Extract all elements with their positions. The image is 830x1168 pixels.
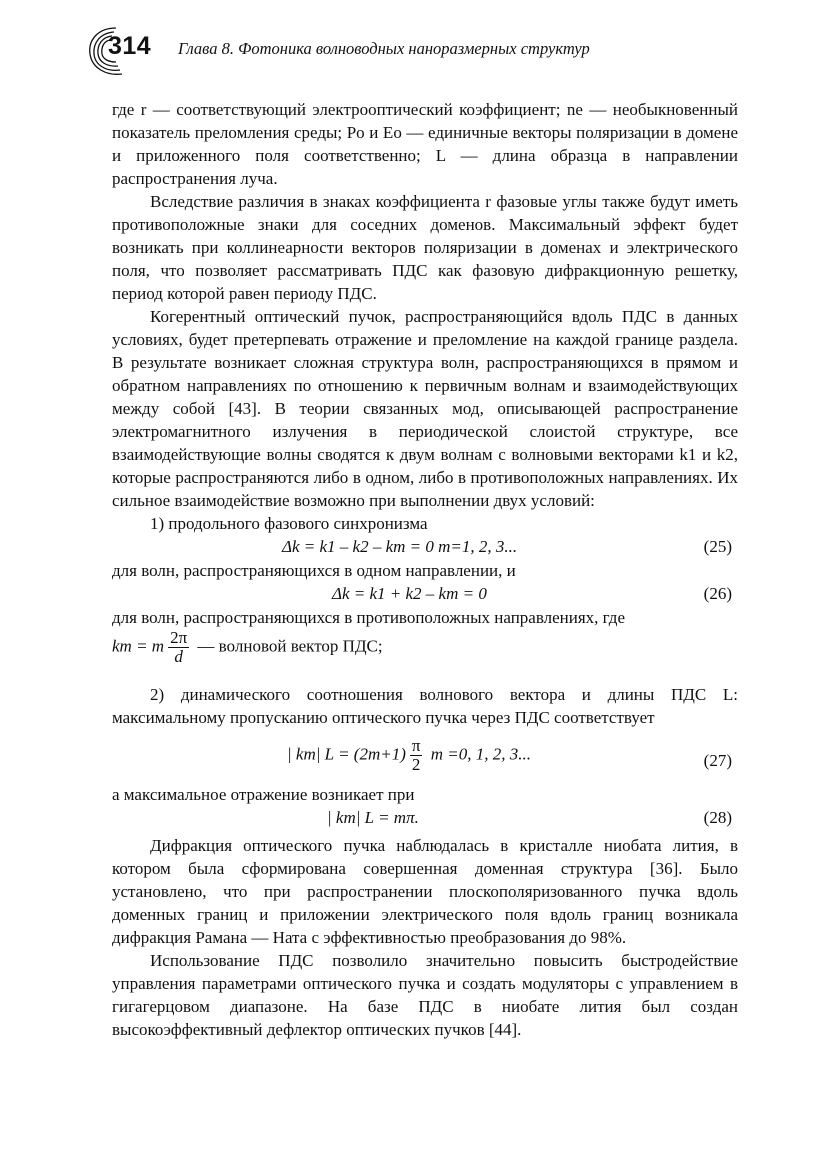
paragraph: для волн, распространяющихся в противоположных направлениях, где [112,608,626,627]
paragraph: Использование ПДС позволило значительно повысить быстродействие управления параметрами оптического пучка и создать модуляторы с управлением в гигагерцовом диапазоне. На базе ПДС в ниобате лития был создан высокоэффективный дефлектор оптических пучков [44]. [112,951,738,1039]
equation-28 [112,806,738,830]
equation-number: (25) [703,537,732,556]
fraction-numerator: π [411,736,421,755]
paragraph: где r — соответствующий электрооптический коэффициент; ne — необыкновенный показатель преломления среды; Po и Eo — единичные векторы поляризации в домене и приложенного поля соответственно; L — длина образца в направлении распространения луча. [112,100,738,188]
fraction [168,629,189,666]
equation-25 [112,535,738,559]
equation-number: (27) [703,751,732,770]
equation-text [287,737,531,774]
km-rhs: — волновой вектор ПДС; [197,636,383,656]
page-body [112,98,738,1041]
paragraph: для волн, распространяющихся в одном направлении, и [112,561,516,580]
paragraph: Вследствие различия в знаках коэффициента r фазовые углы также будут иметь противоположные знаки для соседних доменов. Максимальный эффект будет возникать при коллинеарности векторов поляризации в доменах и электрического поля, что позволяет рассматривать ПДС как фазовую дифракционную решетку, период которой равен периоду ПДС. [112,192,738,303]
wave-vector-definition [112,629,738,675]
km-lhs: km = m [112,636,165,656]
eq27-rhs: m =0, 1, 2, 3... [430,744,531,764]
eq27-lhs: | km| L = (2m+1) [287,744,406,764]
page-header [86,24,746,84]
paragraph: Дифракция оптического пучка наблюдалась в кристалле ниобата лития, в котором была сформирована совершенная доменная структура [36]. Было установлено, что при распространении плоскополяризованного пучка вдоль доменных границ и приложении электрического поля вдоль границ возникала дифракция Рамана — Ната с эффективностью преобразования до 98%. [112,836,738,947]
list-item: 2) динамического соотношения волнового вектора и длины ПДС L: максимальному пропусканию оптического пучка через ПДС соответствует [112,685,738,727]
paragraph: Когерентный оптический пучок, распространяющийся вдоль ПДС в данных условиях, будет претерпевать отражение и преломление на каждой границе раздела. В результате возникает сложная структура волн, распространяющихся в прямом и обратном направлениях по отношению к первичным волнам и взаимодействующих между собой [43]. В теории связанных мод, описывающей распространение электромагнитного излучения в периодической слоистой структуре, все взаимодействующие волны сводятся к двум волнам с волновыми векторами k1 и k2, которые распространяются либо в одном, либо в противоположных направлениях. Их сильное взаимодействие возможно при выполнении двух условий: [112,307,738,510]
page-number: 314 [108,32,152,60]
paragraph: а максимальное отражение возникает при [112,785,415,804]
fraction-denominator: 2 [411,755,421,774]
equation-number: (28) [703,808,732,827]
fraction-denominator: d [174,647,183,666]
equation-text: Δk = k1 + k2 – km = 0 [332,584,487,603]
equation-27 [112,735,738,783]
list-item: 1) продольного фазового синхронизма [150,514,428,533]
fraction-numerator: 2π [170,628,188,647]
equation-number: (26) [703,584,732,603]
equation-text: | km| L = mπ. [327,808,419,827]
page-number-badge [86,24,152,76]
equation-text: Δk = k1 – k2 – km = 0 m=1, 2, 3... [282,537,518,556]
chapter-title: Глава 8. Фотоника волноводных наноразмерных структур [178,39,590,58]
equation-26 [112,582,738,606]
fraction [410,737,423,774]
